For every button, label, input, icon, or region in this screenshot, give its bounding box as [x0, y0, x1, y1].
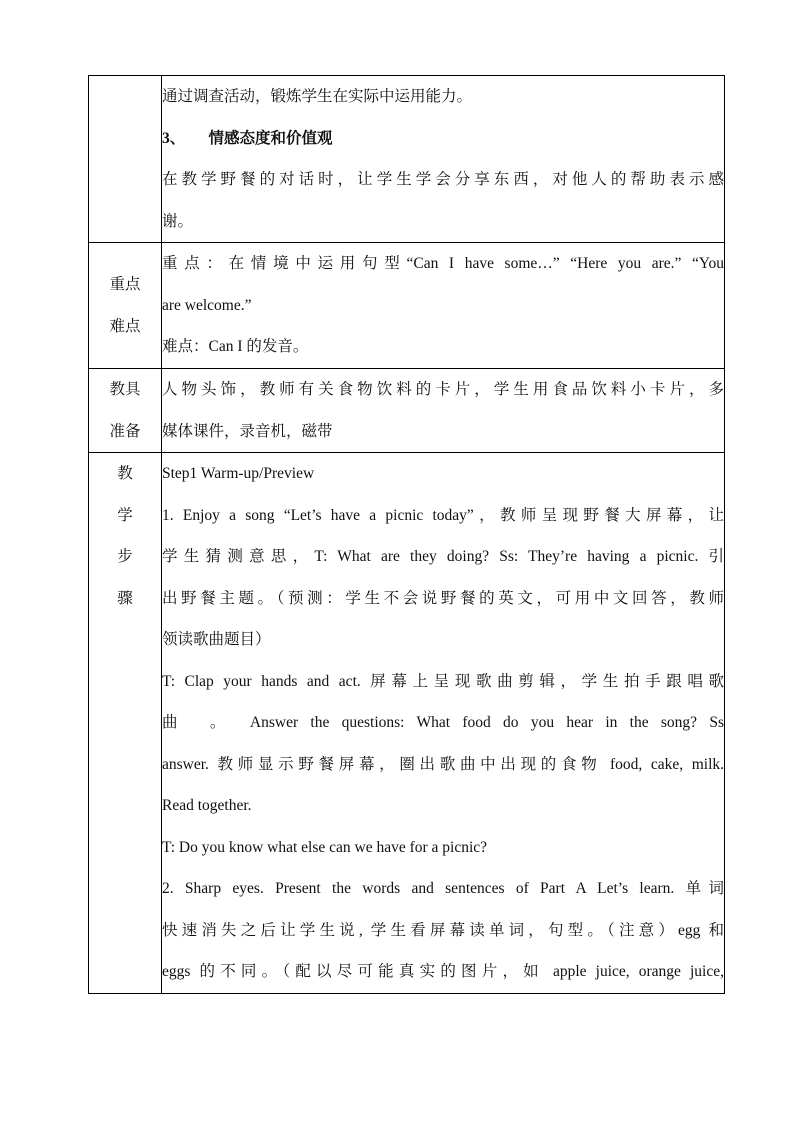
row-label-text: 学: [117, 506, 133, 524]
content-line: 媒体课件，录音机，磁带: [162, 422, 333, 440]
row-label-cell: [89, 453, 162, 994]
key-points-cell: [162, 243, 725, 369]
content-line: 1. Enjoy a song “Let’s have a picnic today”，教师呈现野餐大屏幕，让: [162, 506, 724, 524]
content-line: 在教学野餐的对话时，让学生学会分享东西，对他人的帮助表示感: [162, 171, 724, 188]
table-row: [89, 453, 725, 994]
content-line: 人物头饰，教师有关食物饮料的卡片，学生用食品饮料小卡片，多: [162, 381, 724, 398]
row-label-text: 教: [117, 465, 133, 482]
content-line: are welcome.”: [162, 296, 252, 314]
table-row: [89, 76, 725, 243]
section-heading: 3、 情感态度和价值观: [162, 129, 333, 147]
content-line: T: Clap your hands and act. 屏幕上呈现歌曲剪辑，学生拍手跟唱歌: [162, 672, 724, 690]
content-line: 2. Sharp eyes. Present the words and sentences of Part A Let’s learn. 单词: [162, 880, 724, 897]
content-line: 学生猜测意思，T: What are they doing? Ss: They’re having a picnic. 引: [162, 548, 724, 565]
table-row: [89, 369, 725, 453]
table-row: [89, 243, 725, 369]
step-heading: Step1 Warm-up/Preview: [162, 465, 315, 482]
row-label-cell: [89, 243, 162, 369]
content-line: T: Do you know what else can we have for a picnic?: [162, 838, 488, 856]
row-label-text: 骤: [117, 589, 133, 607]
lesson-plan-table: [88, 75, 725, 994]
row-label-text: 教具: [109, 381, 141, 398]
content-line: answer. 教师显示野餐屏幕，圈出歌曲中出现的食物 food, cake, milk.: [162, 755, 724, 773]
row-label-text: 难点: [109, 317, 141, 335]
content-line: 重点：在情境中运用句型“Can I have some…” “Here you are.” “You: [162, 255, 724, 272]
content-line: 快速消失之后让学生说, 学生看屏幕读单词，句型。（注意）egg 和: [162, 921, 724, 939]
content-line: 曲 。 Answer the questions: What food do you hear in the song? Ss: [162, 714, 724, 731]
row-label-text: 步: [117, 548, 133, 565]
content-line: 难点：Can I 的发音。: [162, 338, 309, 355]
row-label-text: 重点: [109, 276, 141, 293]
teaching-steps-cell: [162, 453, 725, 994]
content-line: 通过调查活动，锻炼学生在实际中运用能力。: [162, 88, 473, 105]
row-label-cell: [89, 369, 162, 453]
content-line: 出野餐主题。（预测：学生不会说野餐的英文，可用中文回答，教师: [162, 589, 724, 607]
content-line: eggs 的不同。（配以尽可能真实的图片，如 apple juice, orange juice,: [162, 963, 724, 980]
content-line: Read together.: [162, 797, 252, 814]
content-line: 谢。: [162, 212, 194, 230]
materials-cell: [162, 369, 725, 453]
row-label-text: 准备: [109, 422, 141, 440]
objectives-cell: [162, 76, 725, 243]
content-line: 领读歌曲题目）: [162, 631, 271, 648]
row-label-cell: [89, 76, 162, 243]
